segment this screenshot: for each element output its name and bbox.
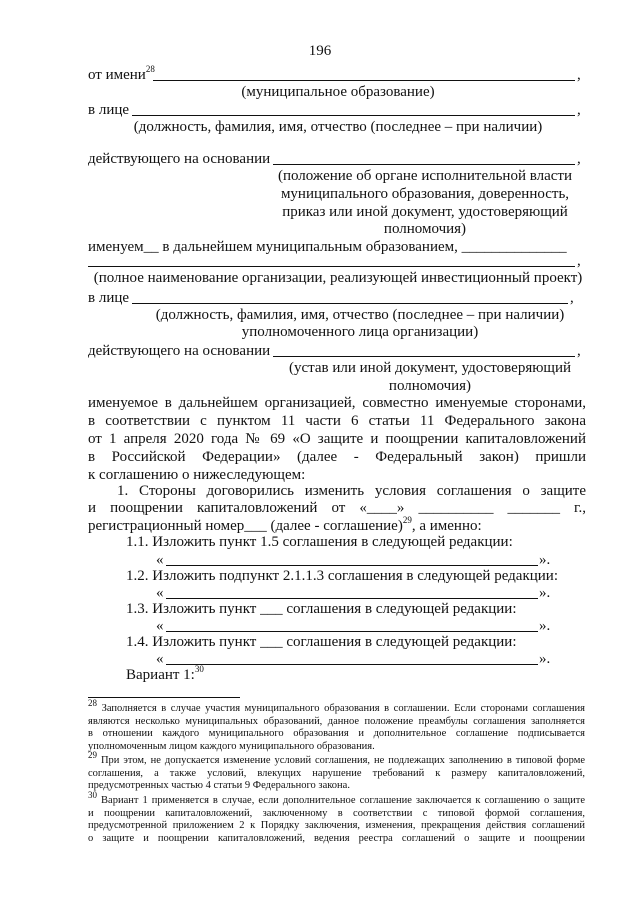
item-1-line: 1. Стороны договорились изменить условия соглашения о защите	[117, 483, 586, 499]
item-1-1: 1.1. Изложить пункт 1.5 соглашения в следующей редакции:	[126, 534, 513, 550]
footnote-line: $^{30}$ Вариант 1 применяется в случае, если дополнительное соглашение заключается к соглашению о защите	[88, 789, 585, 806]
org-basis-blank	[273, 356, 575, 357]
comma: ,	[577, 67, 581, 83]
footnote-ref-29: 29	[402, 515, 412, 525]
item-1-4: 1.4. Изложить пункт ___ соглашения в следующей редакции:	[126, 634, 517, 650]
item-1-2-blank	[166, 598, 538, 599]
basis-caption-1: (положение об органе исполнительной власти	[277, 168, 573, 184]
quote-close: ».	[539, 585, 551, 601]
quote-close: ».	[539, 552, 551, 568]
body-line: от 1 апреля 2020 года № 69 «О защите и поощрении капиталовложений	[88, 431, 586, 447]
footnote-line: $^{28}$ Заполняется в случае участия муниципального образования в соглашении. Если сторонами соглашения	[88, 697, 585, 714]
represented-by-label: в лице	[88, 102, 130, 118]
item-1-4-blank	[166, 664, 538, 665]
quote-close: ».	[539, 618, 551, 634]
footnote-ref-30: 30	[194, 664, 204, 674]
footnote-line: $^{29}$ При этом, не допускается изменение условий соглашения, не подлежащих заполнению в типовой форме	[88, 749, 585, 766]
comma: ,	[577, 151, 581, 167]
comma: ,	[577, 253, 581, 269]
org-basis-caption-1: (устав или иной документ, удостоверяющий	[288, 360, 572, 376]
basis-caption-2: муниципального образования, доверенность,	[280, 186, 570, 202]
org-representative-blank	[132, 303, 568, 304]
quote-open: «	[156, 618, 164, 634]
footnote-line: соглашения, а также условий, влекущих нарушение требований к размеру капиталовложений,	[88, 767, 585, 779]
quote-close: ».	[539, 651, 551, 667]
item-1-line: регистрационный номер___ (далее - соглашение)$^{29}$, а именно:	[88, 515, 482, 534]
basis-caption-4: полномочия)	[383, 221, 467, 237]
comma: ,	[577, 102, 581, 118]
footnote-line: и поощрении капиталовложений, заключенному в соответствии с типовой формой соглашения,	[88, 807, 585, 819]
item-1-line: и поощрении капиталовложений от «____» __________ _______ г.,	[88, 500, 586, 516]
on-behalf-label: от имени$^{28}$	[88, 64, 155, 83]
municipality-blank	[153, 80, 575, 81]
municipality-caption: (муниципальное образование)	[241, 84, 435, 100]
quote-open: «	[156, 552, 164, 568]
item-1-2: 1.2. Изложить подпункт 2.1.1.3 соглашения в следующей редакции:	[126, 568, 558, 584]
body-line: к соглашению о нижеследующем:	[88, 467, 306, 483]
footnote-line: о защите и поощрении капиталовложений, ведения реестра соглашений о защите и поощрении	[88, 832, 585, 844]
basis-caption-3: приказ или иной документ, удостоверяющий	[282, 204, 568, 220]
footnote-line: в отношении каждого муниципального образования и дополнительное соглашение подписывается	[88, 728, 585, 739]
body-line: в Российской Федерации» (далее - Федеральный закон) пришли	[88, 449, 586, 465]
organization-blank	[88, 266, 575, 267]
footnote-28	[88, 697, 585, 753]
quote-open: «	[156, 585, 164, 601]
acting-basis-label: действующего на основании	[88, 151, 271, 167]
item-1-1-blank	[166, 565, 538, 566]
comma: ,	[570, 290, 574, 306]
organization-caption: (полное наименование организации, реализующей инвестиционный проект)	[93, 270, 583, 286]
org-representative-caption-2: уполномоченного лица организации)	[241, 324, 479, 340]
representative-blank	[132, 115, 575, 116]
named-municipality-line: именуем__ в дальнейшем муниципальным образованием, ______________	[88, 239, 567, 255]
body-line: в соответствии с пунктом 11 части 6 статьи 11 Федерального закона	[88, 413, 586, 429]
footnote-29	[88, 749, 585, 793]
comma: ,	[577, 343, 581, 359]
basis-blank	[273, 164, 575, 165]
variant-label: Вариант 1:$^{30}$	[126, 664, 204, 683]
item-1-3: 1.3. Изложить пункт ___ соглашения в следующей редакции:	[126, 601, 517, 617]
org-basis-caption-2: полномочия)	[388, 378, 472, 394]
footnote-line: предусмотренной приложением 2 к Порядку заключения, изменения, прекращения действия соглашений	[88, 820, 585, 831]
footnote-separator	[88, 697, 240, 698]
org-acting-basis-label: действующего на основании	[88, 343, 271, 359]
footnote-line: предусмотренных частью 4 статьи 9 Федерального закона.	[88, 780, 350, 791]
org-represented-by-label: в лице	[88, 290, 130, 306]
representative-caption: (должность, фамилия, имя, отчество (последнее – при наличии)	[133, 119, 543, 135]
footnote-30	[88, 789, 585, 845]
page-number: 196	[308, 43, 332, 59]
org-representative-caption-1: (должность, фамилия, имя, отчество (последнее – при наличии)	[155, 307, 565, 323]
body-line: именуемое в дальнейшем организацией, совместно именуемые сторонами,	[88, 395, 586, 411]
item-1-3-blank	[166, 631, 538, 632]
footnote-line: являются несколько муниципальных образований, данное положение преамбулы соглашения заполняется	[88, 715, 585, 727]
quote-open: «	[156, 651, 164, 667]
footnote-ref-28: 28	[145, 64, 155, 74]
footnote-line: уполномоченным лицом каждого муниципального образования.	[88, 740, 375, 752]
